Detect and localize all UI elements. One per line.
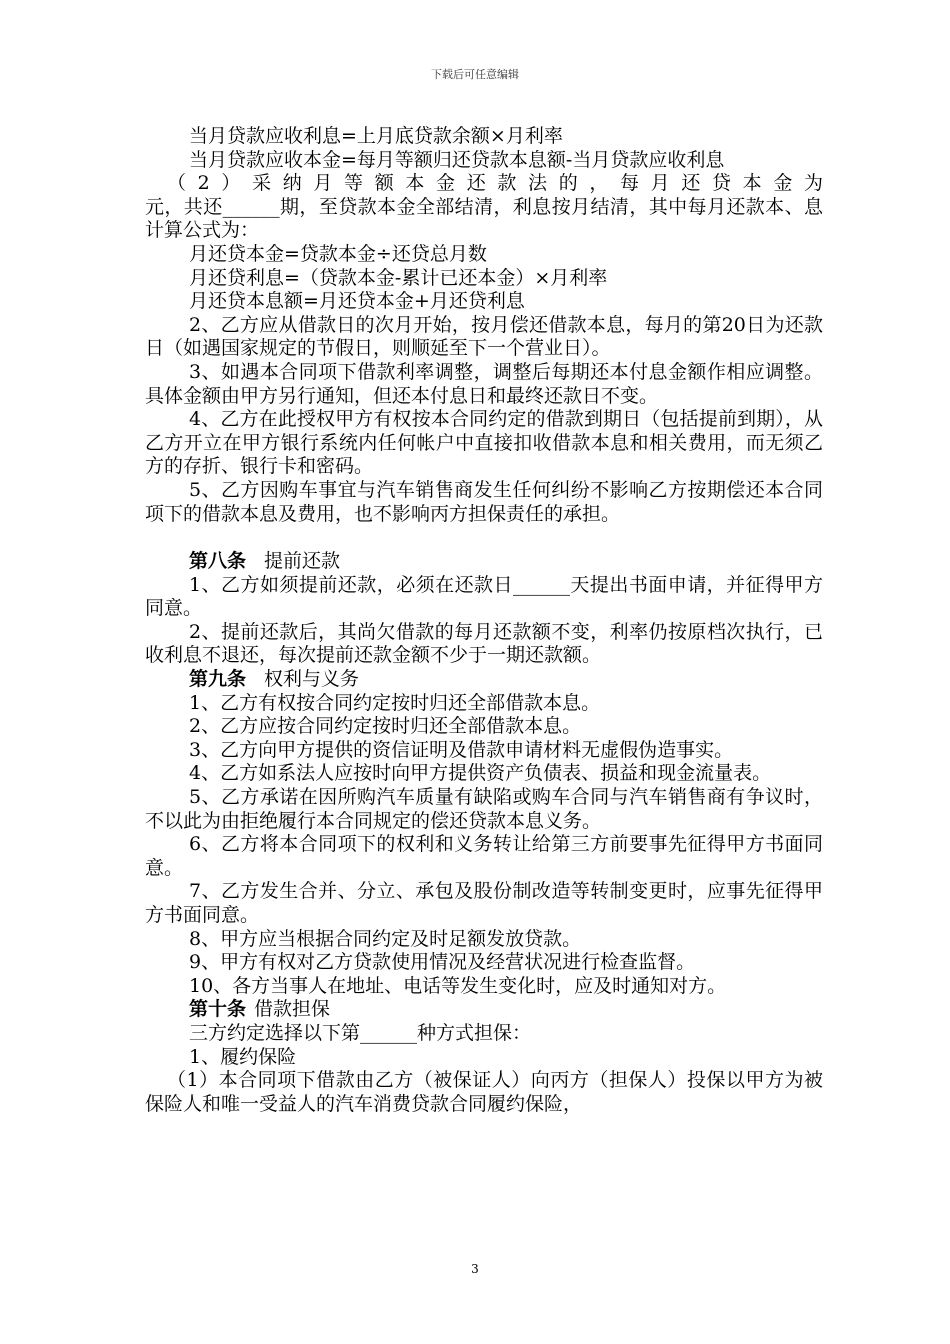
clause-item: 7、乙方发生合并、分立、承包及股份制改造等转制变更时，应事先征得甲方书面同意。 bbox=[145, 880, 823, 926]
paragraph: 三方约定选择以下第______种方式担保： bbox=[189, 1021, 532, 1044]
article-heading bbox=[145, 668, 823, 692]
clause-item: 4、乙方如系法人应按时向甲方提供资产负债表、损益和现金流量表。 bbox=[189, 762, 772, 785]
page-number: 3 bbox=[471, 1262, 479, 1276]
formula-line: 月还贷本息额=月还贷本金+月还贷利息 bbox=[189, 290, 525, 313]
article-number: 第八条 bbox=[189, 550, 247, 573]
article-heading bbox=[145, 550, 823, 574]
article-title: 权利与义务 bbox=[264, 668, 360, 691]
clause-item: 5、乙方承诺在因所购汽车质量有缺陷或购车合同与汽车销售商有争议时，不以此为由拒绝履行本合同规定的偿还贷款本息义务。 bbox=[145, 786, 823, 832]
clause-item: 1、乙方如须提前还款，必须在还款日______天提出书面申请，并征得甲方同意。 bbox=[145, 573, 823, 620]
page-header: 下载后可任意编辑 bbox=[431, 68, 519, 81]
clause-item: 6、乙方将本合同项下的权利和义务转让给第三方前要事先征得甲方书面同意。 bbox=[145, 833, 823, 879]
article-number: 第九条 bbox=[189, 668, 247, 691]
paragraph: （1）本合同项下借款由乙方（被保证人）向丙方（担保人）投保以甲方为被保险人和唯一受益人的汽车消费贷款合同履约保险， bbox=[145, 1069, 823, 1115]
spacer bbox=[145, 526, 823, 550]
clause-item: 9、甲方有权对乙方贷款使用情况及经营状况进行检查监督。 bbox=[189, 951, 696, 974]
paragraph: 1、履约保险 bbox=[189, 1045, 297, 1068]
clause-item: 2、乙方应按合同约定按时归还全部借款本息。 bbox=[189, 715, 582, 738]
paragraph: 2、乙方应从借款日的次月开始，按月偿还借款本息，每月的第20日为还款日（如遇国家规定的节假日，则顺延至下一个营业日）。 bbox=[145, 313, 823, 360]
clause-item: 1、乙方有权按合同约定按时归还全部借款本息。 bbox=[189, 691, 601, 714]
paragraph: （2）采纳月等额本金还款法的，每月还贷本金为 bbox=[167, 172, 823, 195]
paragraph: 5、乙方因购车事宜与汽车销售商发生任何纠纷不影响乙方按期偿还本合同项下的借款本息及费用，也不影响丙方担保责任的承担。 bbox=[145, 478, 823, 525]
article-heading bbox=[145, 998, 823, 1022]
paragraph: 当月贷款应收本金=每月等额归还贷款本息额-当月贷款应收利息 bbox=[189, 148, 725, 171]
document-body bbox=[145, 125, 823, 1116]
clause-item: 3、乙方向甲方提供的资信证明及借款申请材料无虚假伪造事实。 bbox=[189, 738, 734, 761]
clause-item: 10、各方当事人在地址、电话等发生变化时，应及时通知对方。 bbox=[189, 974, 727, 997]
article-title: 提前还款 bbox=[264, 550, 341, 573]
article-number: 第十条 bbox=[189, 998, 247, 1021]
formula-line: 月还贷本金=贷款本金÷还贷总月数 bbox=[189, 242, 487, 265]
paragraph: 元，共还______期，至贷款本金全部结清，利息按月结清，其中每月还款本、息计算公式为： bbox=[145, 195, 823, 242]
paragraph: 4、乙方在此授权甲方有权按本合同约定的借款到期日（包括提前到期），从乙方开立在甲方银行系统内任何帐户中直接扣收借款本息和相关费用，而无须乙方的存折、银行卡和密码。 bbox=[145, 408, 823, 478]
article-title: 借款担保 bbox=[254, 998, 331, 1021]
paragraph: 3、如遇本合同项下借款利率调整，调整后每期还本付息金额作相应调整。具体金额由甲方另行通知，但还本付息日和最终还款日不变。 bbox=[145, 360, 823, 407]
clause-item: 8、甲方应当根据合同约定及时足额发放贷款。 bbox=[189, 927, 582, 950]
paragraph: 当月贷款应收利息=上月底贷款余额×月利率 bbox=[189, 125, 563, 147]
clause-item: 2、提前还款后，其尚欠借款的每月还款额不变，利率仍按原档次执行，已收利息不退还，每次提前还款金额不少于一期还款额。 bbox=[145, 620, 823, 667]
formula-line: 月还贷利息=（贷款本金-累计已还本金）×月利率 bbox=[189, 266, 608, 289]
